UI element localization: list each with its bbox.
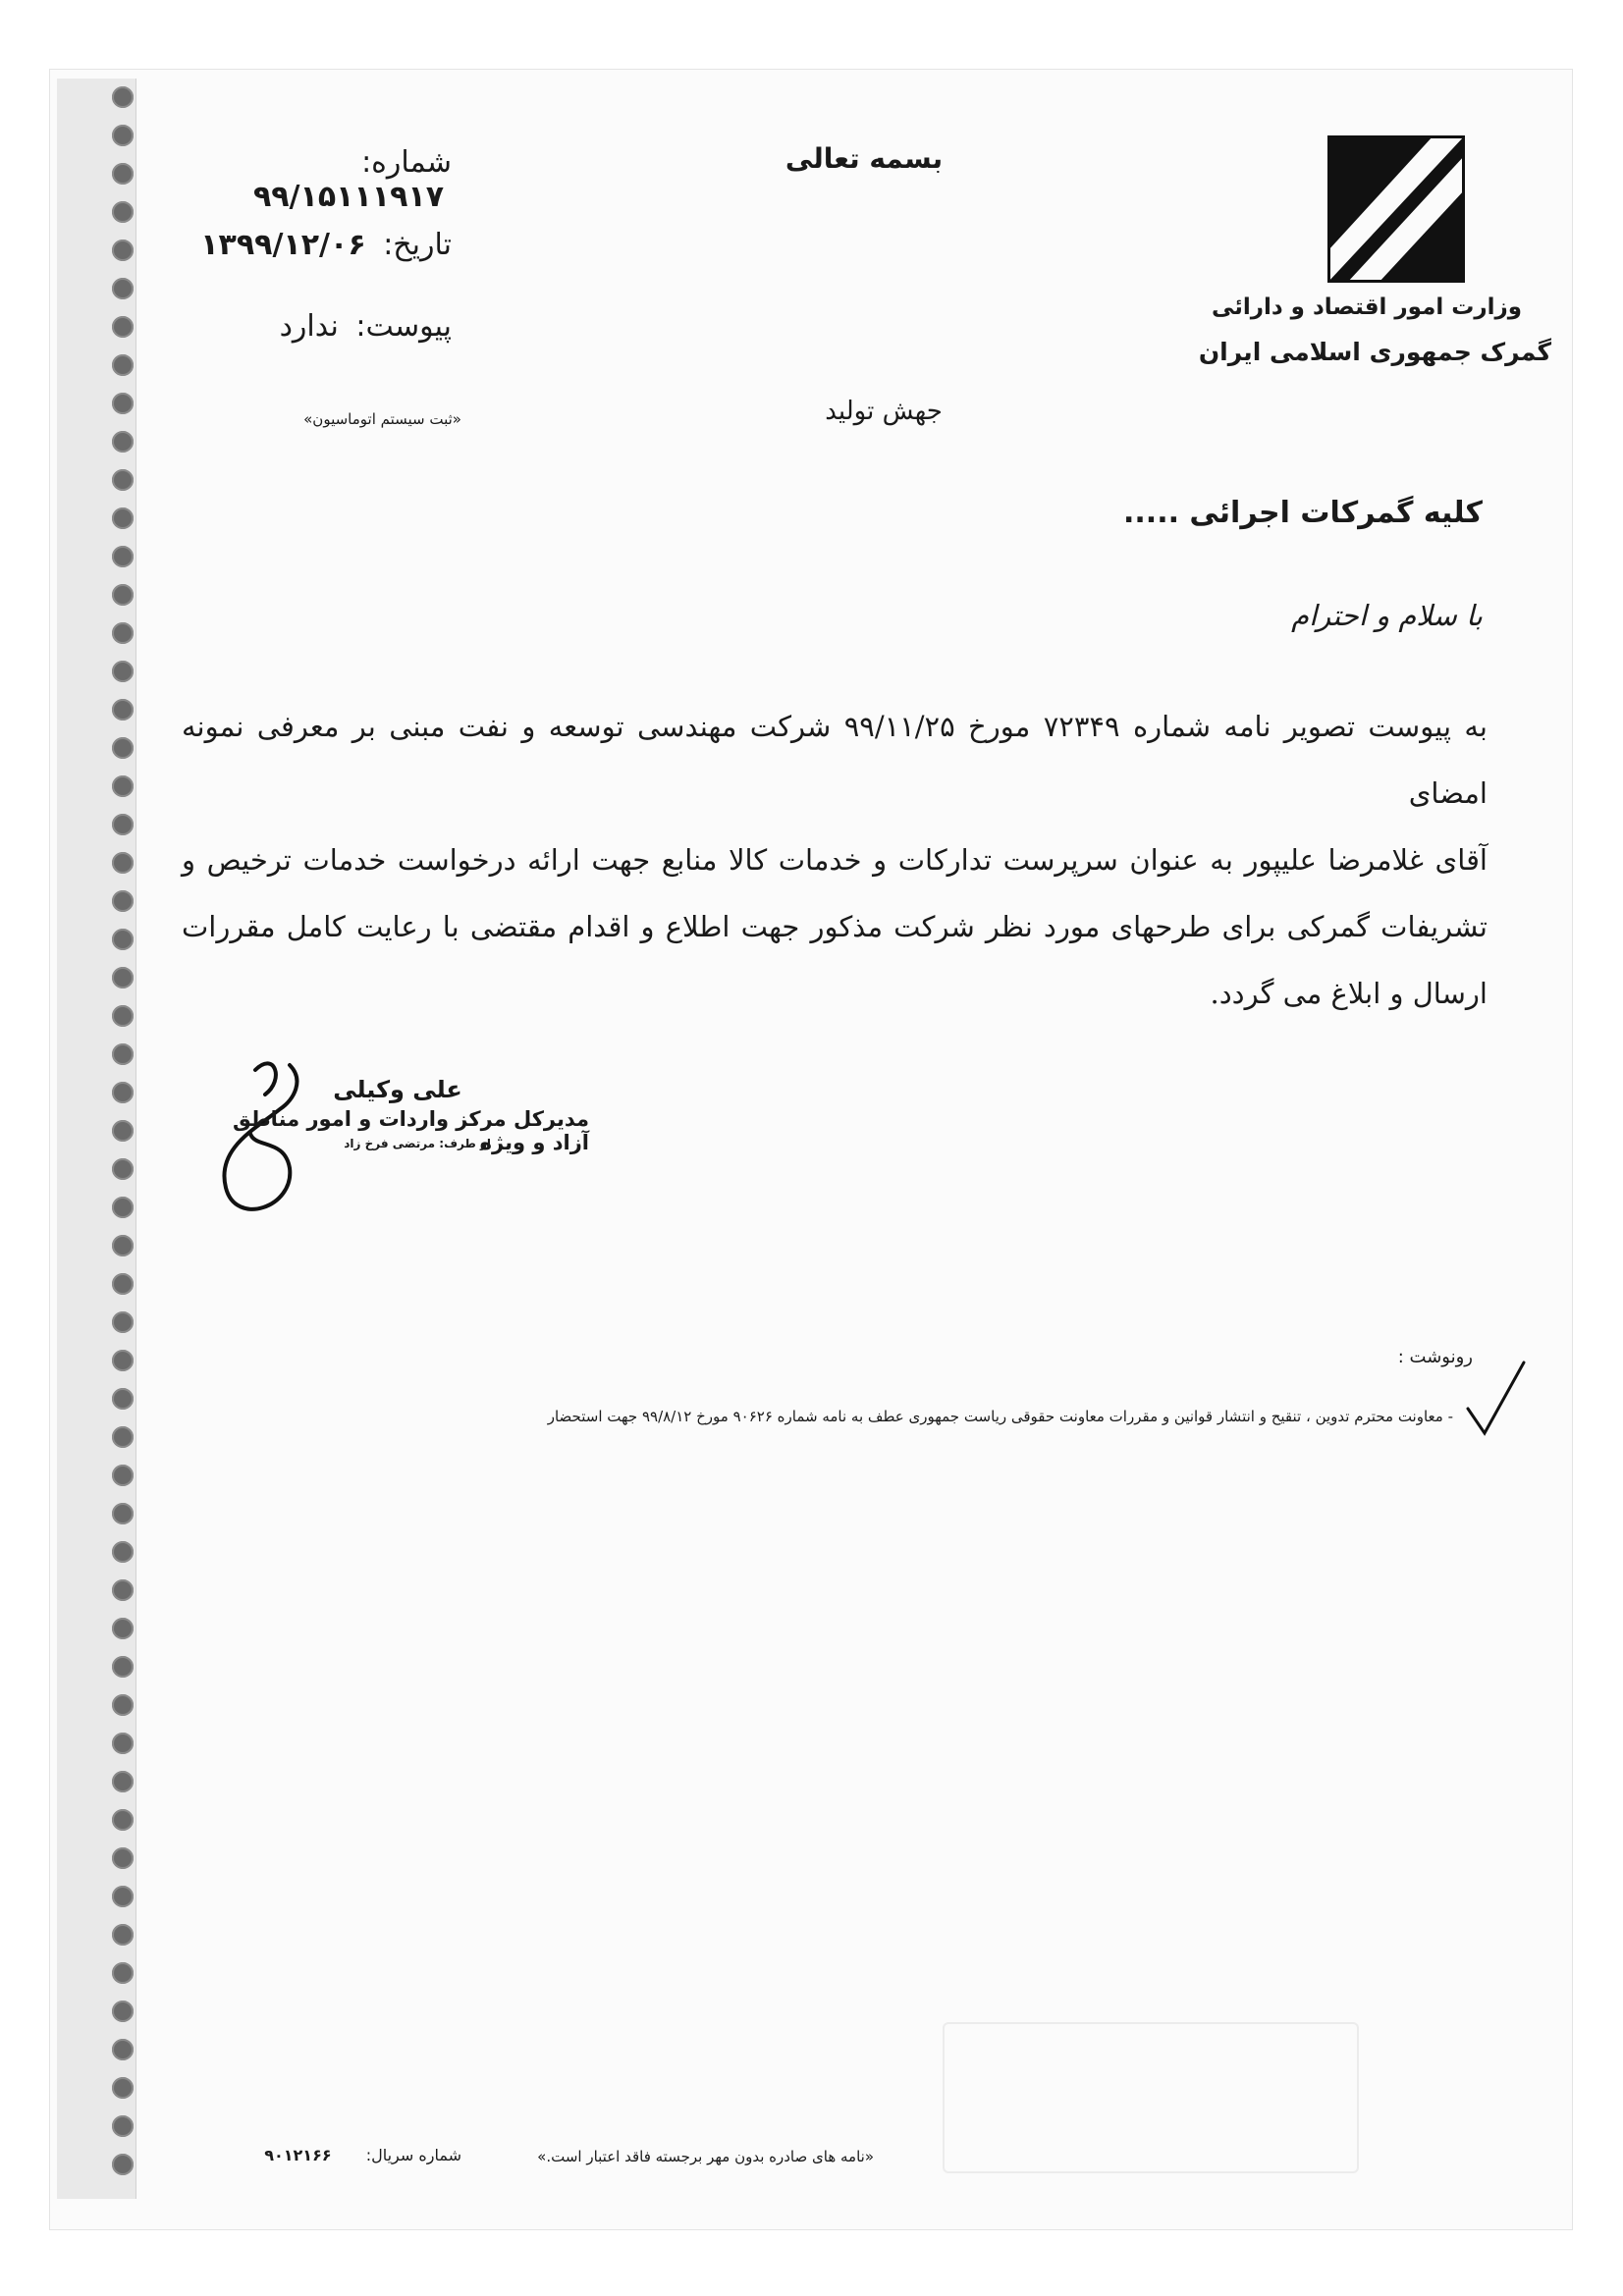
binder-hole (112, 1847, 134, 1869)
binder-hole (112, 1273, 134, 1295)
binder-hole (112, 1350, 134, 1371)
binder-hole (112, 354, 134, 376)
binder-hole (112, 2077, 134, 2099)
binder-hole (112, 1809, 134, 1831)
serial-label: شماره سریال: (365, 2146, 461, 2164)
binder-hole (112, 316, 134, 338)
serial-number-row (226, 2146, 461, 2164)
letter-body (182, 693, 1488, 1027)
binder-hole (112, 1158, 134, 1180)
stamp-validity-note: «نامه های صادره بدون مهر برجسته فاقد اعتبار است.» (537, 2148, 874, 2165)
letter-date-row (177, 228, 452, 277)
letter-number-label: شماره: (361, 145, 452, 180)
binder-hole (112, 1005, 134, 1027)
checkmark-icon (1463, 1355, 1532, 1443)
binder-hole (112, 1733, 134, 1754)
binder-hole (112, 1388, 134, 1410)
recipient-line: کلیه گمرکات اجرائی ..... (1123, 496, 1483, 530)
binder-hole (112, 775, 134, 797)
letter-number-row (177, 145, 452, 214)
slogan-text: جهش تولید (825, 397, 943, 426)
binder-hole (112, 431, 134, 453)
binder-hole (112, 967, 134, 988)
letter-attachment-row (177, 309, 452, 358)
serial-value: ۹۰۱۲۱۶۶ (264, 2146, 332, 2164)
binder-hole (112, 1426, 134, 1448)
binder-hole (112, 1043, 134, 1065)
body-line: به پیوست تصویر نامه شماره ۷۲۳۴۹ مورخ ۹۹/۱۱/۲۵ شرکت مهندسی توسعه و نفت مبنی بر معرفی نمونه امضای (182, 710, 1488, 810)
binder-hole (112, 1924, 134, 1946)
binder-hole (112, 1886, 134, 1907)
binder-hole (112, 1503, 134, 1524)
binder-hole (112, 852, 134, 874)
binder-hole (112, 737, 134, 759)
signatory-on-behalf: از طرف: مرتضی فرخ زاد (344, 1137, 491, 1150)
binder-hole (112, 584, 134, 606)
binder-hole (112, 1618, 134, 1639)
binder-hole (112, 814, 134, 835)
body-line: ارسال و ابلاغ می گردد. (1210, 977, 1488, 1010)
binder-hole (112, 890, 134, 912)
letter-attachment-value: ندارد (279, 309, 339, 344)
binder-hole (112, 507, 134, 529)
binder-hole (112, 2039, 134, 2060)
binder-hole (112, 1541, 134, 1563)
binder-hole (112, 1311, 134, 1333)
binder-hole (112, 929, 134, 950)
binder-hole (112, 1694, 134, 1716)
binder-hole (112, 699, 134, 721)
customs-name: گمرک جمهوری اسلامی ایران (1198, 338, 1551, 366)
binder-hole (112, 1120, 134, 1142)
body-line: تشریفات گمرکی برای طرحهای مورد نظر شرکت مذکور جهت اطلاع و اقدام مقتضی با رعایت کامل مقررات (182, 910, 1488, 943)
letter-date-value: ۱۳۹۹/۱۲/۰۶ (200, 228, 366, 262)
binder-hole (112, 393, 134, 414)
binder-hole (112, 86, 134, 108)
binder-hole (112, 622, 134, 644)
binder-hole (112, 278, 134, 299)
cc-label: رونوشت : (1397, 1347, 1473, 1367)
binder-hole (112, 469, 134, 491)
cc-item: - معاونت محترم تدوین ، تنقیح و انتشار قوانین و مقررات معاونت حقوقی ریاست جمهوری عطف به نامه شماره ۹۰۶۲۶ مورخ ۹۹/۸/۱۲ جهت استحضار (547, 1408, 1453, 1425)
customs-logo-icon (1327, 135, 1465, 283)
binder-hole (112, 240, 134, 261)
body-line: آقای غلامرضا علیپور به عنوان سرپرست تدارکات و خدمات کالا منابع جهت ارائه درخواست خدمات ترخیص و (182, 843, 1488, 877)
letter-date-label: تاریخ: (383, 228, 452, 262)
greeting-handwritten: با سلام و احترام (1291, 599, 1483, 632)
binder-hole (112, 201, 134, 223)
binder-hole (112, 2001, 134, 2022)
signatory-name: علی وکیلی (333, 1076, 462, 1103)
letter-number-value: ۹۹/۱۵۱۱۱۹۱۷ (252, 180, 444, 214)
binder-holes-strip (57, 79, 136, 2199)
binder-hole (112, 1962, 134, 1984)
binder-hole (112, 2154, 134, 2175)
binder-hole (112, 2115, 134, 2137)
binder-hole (112, 1579, 134, 1601)
faint-stamp-box (943, 2022, 1359, 2173)
binder-hole (112, 1082, 134, 1103)
binder-hole (112, 1465, 134, 1486)
binder-hole (112, 1771, 134, 1792)
binder-hole (112, 125, 134, 146)
binder-hole (112, 661, 134, 682)
binder-hole (112, 163, 134, 185)
signatory-title: مدیرکل مرکز واردات و امور مناطق آزاد و ویژه (232, 1107, 589, 1154)
automation-note: «ثبت سیستم اتوماسیون» (303, 410, 461, 428)
binder-hole (112, 1656, 134, 1678)
binder-hole (112, 546, 134, 567)
ministry-name: وزارت امور اقتصاد و دارائی (1211, 294, 1522, 320)
letter-attachment-label: پیوست: (355, 309, 452, 344)
bismillah-heading: بسمه تعالی (784, 142, 944, 175)
binder-hole (112, 1235, 134, 1256)
binder-hole (112, 1197, 134, 1218)
